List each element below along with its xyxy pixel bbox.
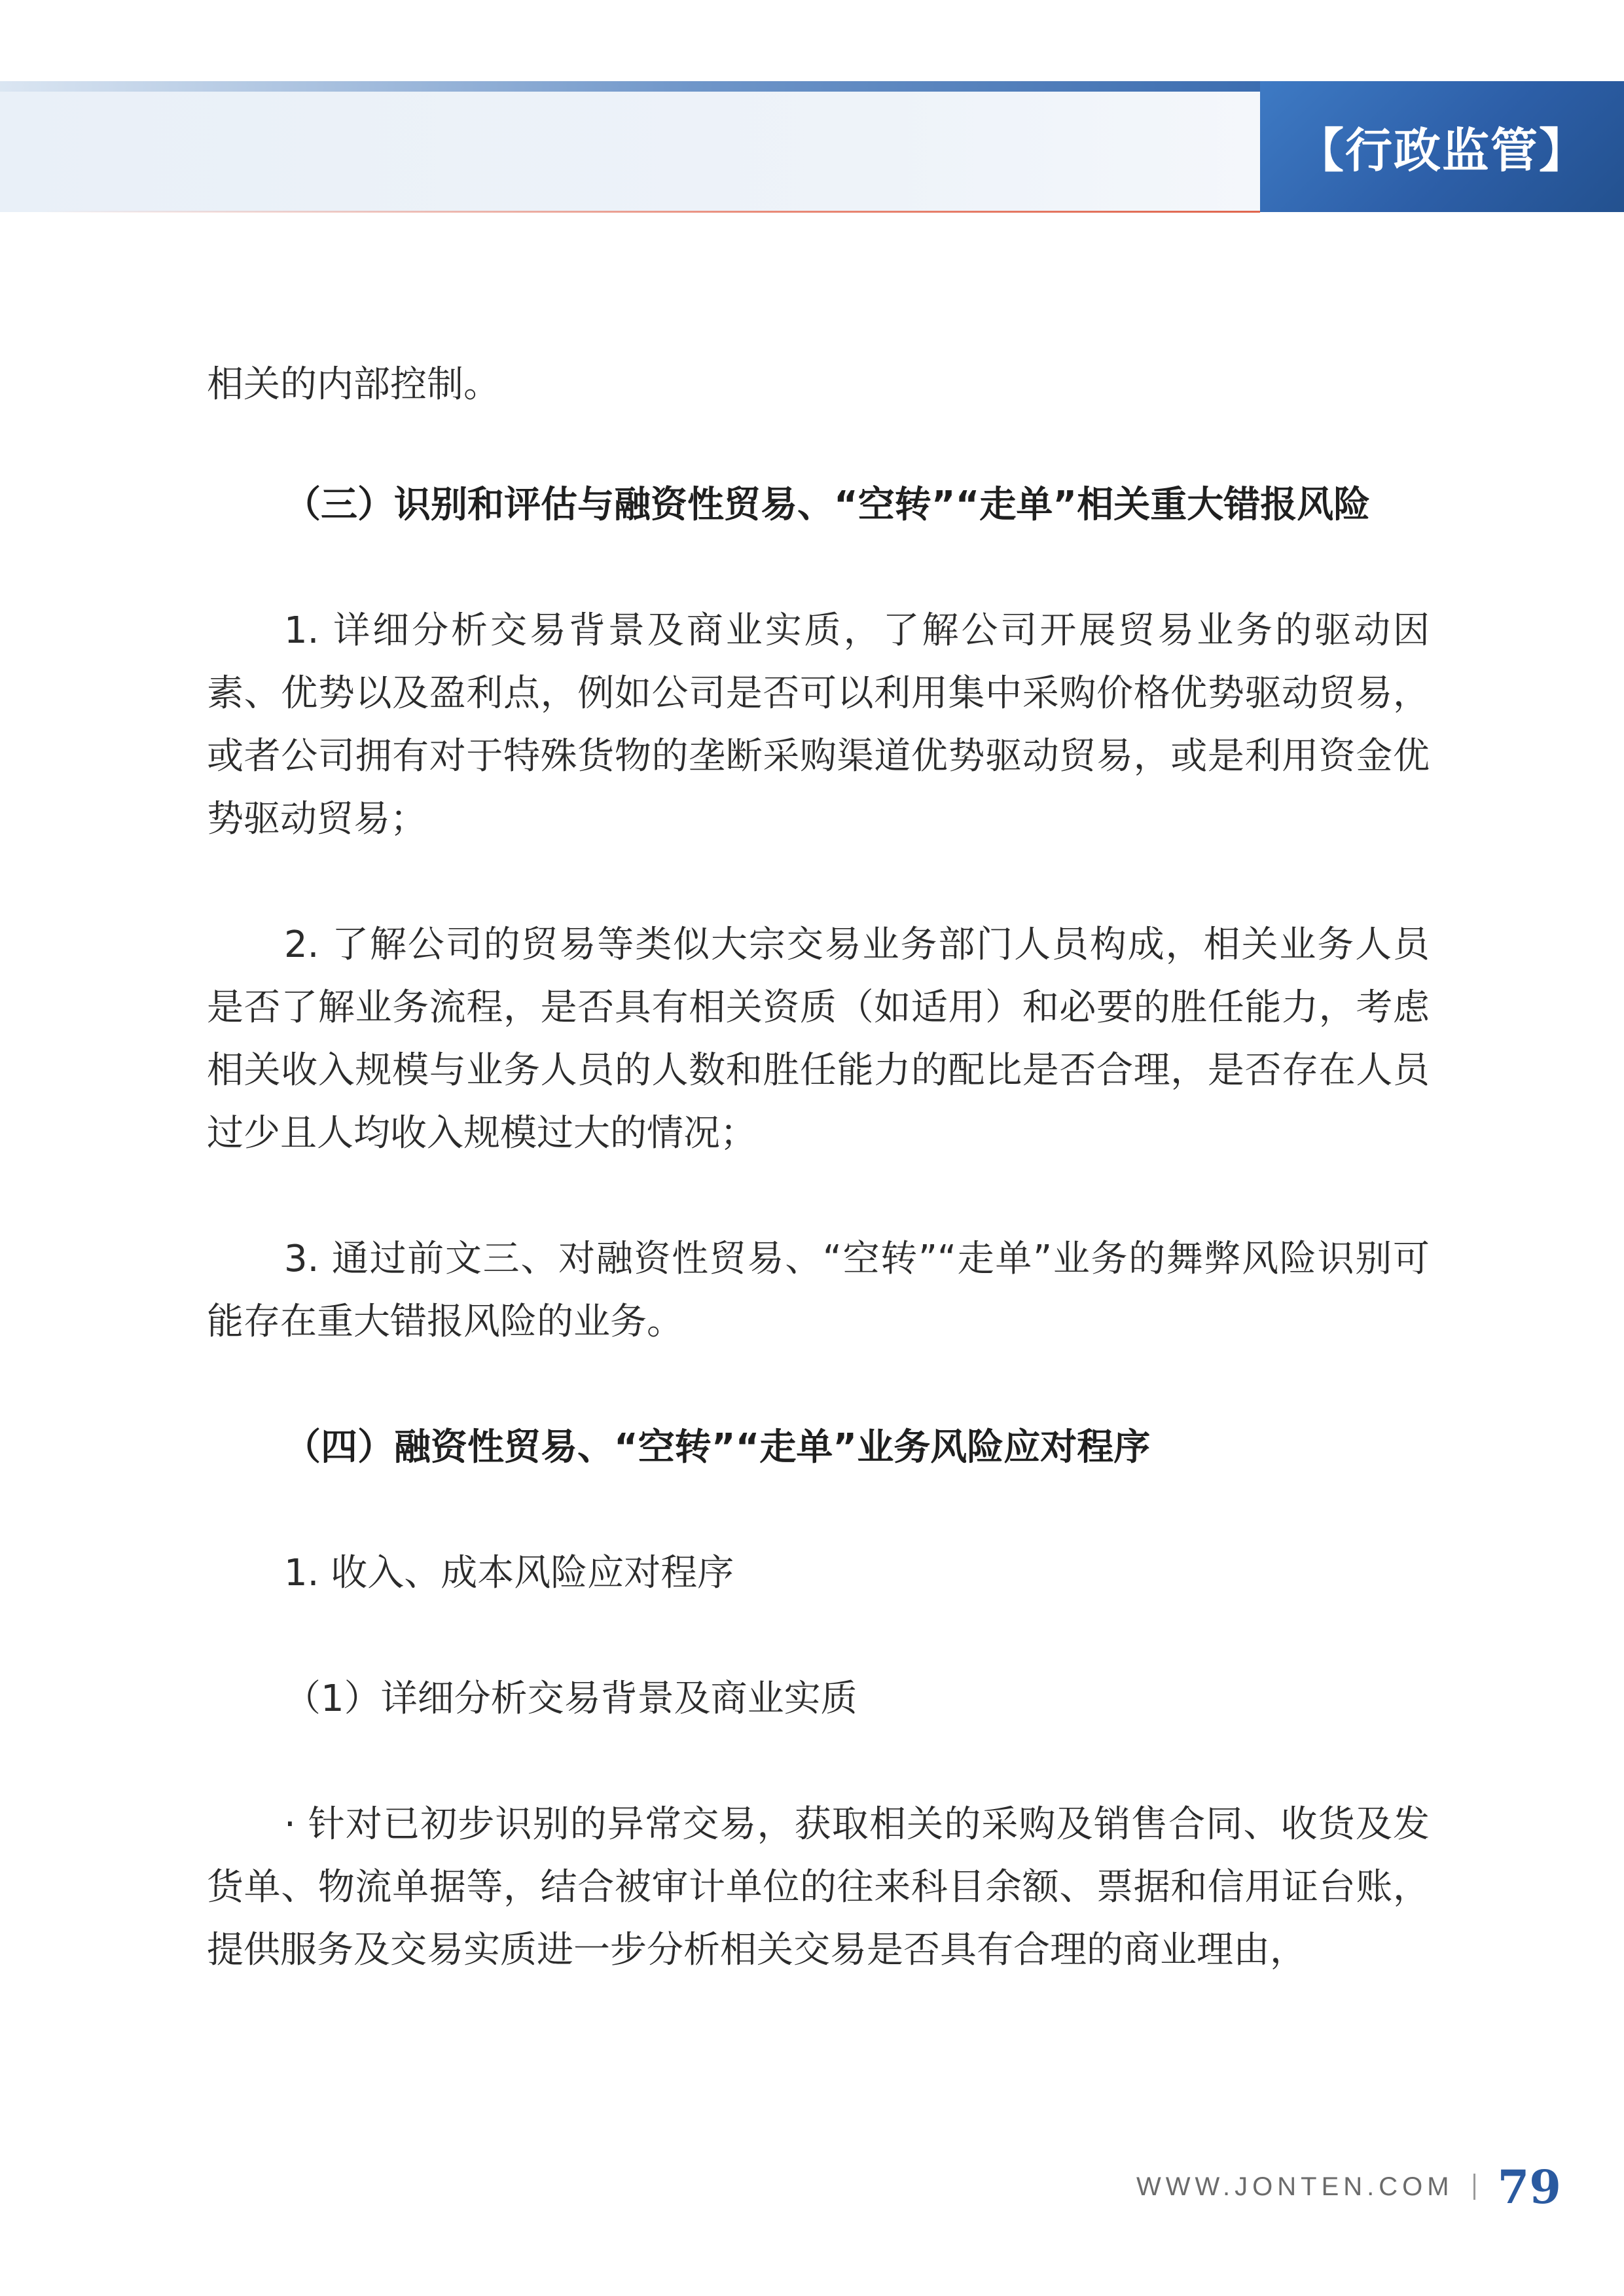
page-footer xyxy=(1136,2157,1561,2216)
section-label: 【行政监管】 xyxy=(1296,122,1587,178)
section-heading-4: （四）融资性贸易、“空转”“走单”业务风险应对程序 xyxy=(284,1426,1151,1469)
header-top-rule xyxy=(0,81,1260,92)
list-item-2: 2. 了解公司的贸易等类似大宗交易业务部门人员构成，相关业务人员是否了解业务流程，是否具有相关资质（如适用）和必要的胜任能力，考虑相关收入规模与业务人员的人数和胜任能力的配比是否合理，是否存在人员过少且人均收入规模过大的情况； xyxy=(207,924,1430,1155)
subsection-heading: 1. 收入、成本风险应对程序 xyxy=(284,1552,734,1594)
header-band xyxy=(0,81,1260,212)
sub-subsection-heading: （1）详细分析交易背景及商业实质 xyxy=(284,1677,857,1720)
list-item-3: 3. 通过前文三、对融资性贸易、“空转”“走单”业务的舞弊风险识别可能存在重大错报风险的业务。 xyxy=(207,1238,1430,1343)
section-tab xyxy=(1260,81,1624,212)
page-number: 79 xyxy=(1497,2159,1561,2214)
footer-divider xyxy=(1473,2174,1475,2200)
bullet-paragraph: · 针对已初步识别的异常交易，获取相关的采购及销售合同、收货及发货单、物流单据等，结合被审计单位的往来科目余额、票据和信用证台账，提供服务及交易实质进一步分析相关交易是否具有合理的商业理由， xyxy=(207,1803,1430,1971)
section-heading-3: （三）识别和评估与融资性贸易、“空转”“走单”相关重大错报风险 xyxy=(284,484,1371,526)
page-body xyxy=(207,353,1430,1982)
paragraph-continuation: 相关的内部控制。 xyxy=(207,363,500,406)
footer-website: WWW.JONTEN.COM xyxy=(1136,2172,1454,2201)
header-bottom-rule xyxy=(39,211,1260,213)
list-item-1: 1. 详细分析交易背景及商业实质，了解公司开展贸易业务的驱动因素、优势以及盈利点，例如公司是否可以利用集中采购价格优势驱动贸易，或者公司拥有对于特殊货物的垄断采购渠道优势驱动贸易，或是利用资金优势驱动贸易； xyxy=(207,609,1430,840)
